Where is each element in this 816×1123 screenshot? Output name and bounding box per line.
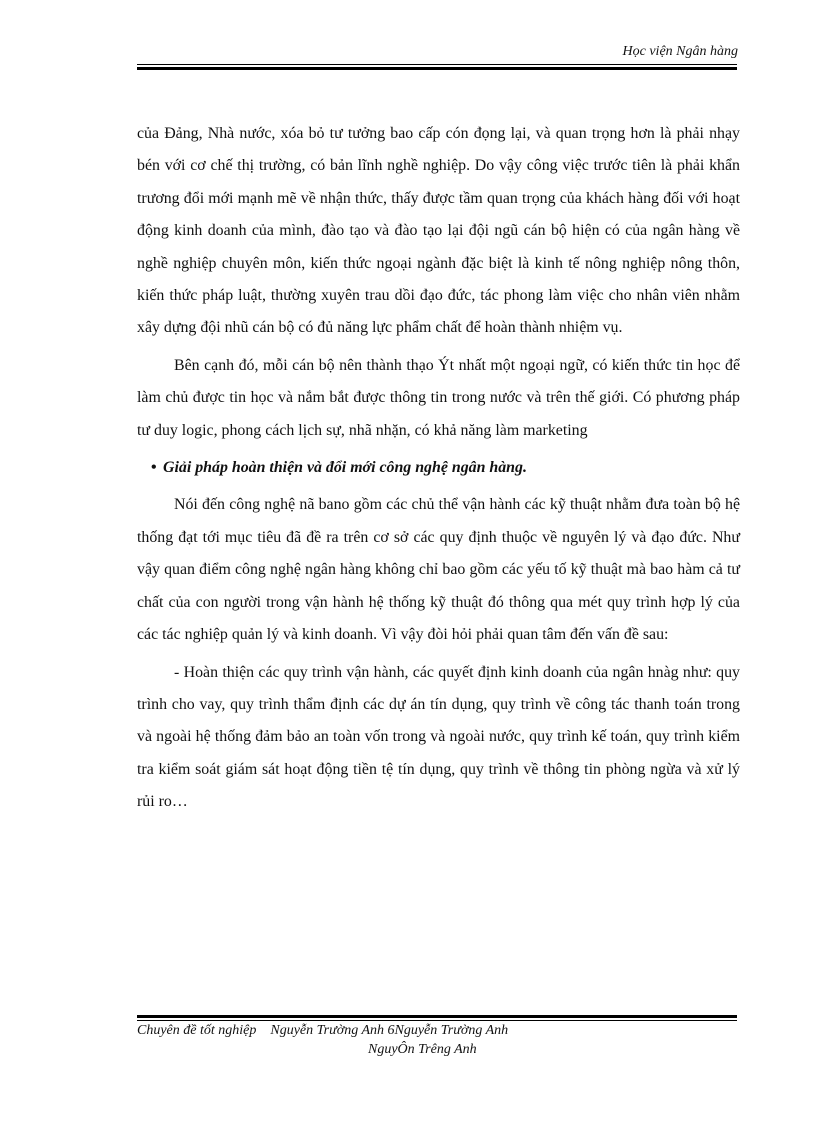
footer-line-2: NguyÔn Trêng Anh — [368, 1042, 477, 1057]
header-rule-thin — [137, 64, 737, 65]
header-rule-thick — [137, 67, 737, 70]
bullet-heading-text: Giải pháp hoàn thiện và đổi mới công nghệ ngân hàng. — [163, 459, 527, 477]
paragraph-2: Bên cạnh đó, mỗi cán bộ nên thành thạo Ýt nhất một ngoại ngữ, có kiến thức tin học để làm chủ được tin học và nắm bắt được thông tin trong nước và trên thế giới. Có phương pháp tư duy logic, phong cách lịch sự, nhã nhặn, có khả năng làm marketing — [137, 356, 740, 439]
header-title: Học viện Ngân hàng — [622, 44, 738, 59]
bullet-icon: • — [151, 459, 157, 477]
document-body — [137, 118, 740, 824]
section-bullet-heading — [137, 452, 740, 484]
footer-line-1: Chuyên đề tốt nghiệp Nguyễn Trường Anh 6Nguyễn Trường Anh — [137, 1023, 509, 1038]
footer-rule-thick — [137, 1015, 737, 1018]
footer-text — [137, 1021, 737, 1059]
paragraph-3: Nói đến công nghệ nã bano gồm các chủ thể vận hành các kỹ thuật nhằm đưa toàn bộ hệ thống đạt tới mục tiêu đã đề ra trên cơ sở các quy định thuộc về nguyên lý và đạo đức. Như vậy quan điểm công nghệ ngân hàng không chỉ bao gồm các yếu tố kỹ thuật mà bao hàm cả tư chất của con người trong vận hành hệ thống kỹ thuật đó thông qua mét quy trình hợp lý của các tác nghiệp quản lý và kinh doanh. Vì vậy đòi hỏi phải quan tâm đến vấn đề sau: — [137, 496, 740, 644]
paragraph-1: của Đảng, Nhà nước, xóa bỏ tư tưởng bao cấp cón đọng lại, và quan trọng hơn là phải nhạy bén với cơ chế thị trường, có bản lĩnh nghề nghiệp. Do vậy công việc trước tiên là phải khẩn trương đổi mới mạnh mẽ về nhận thức, thấy được tầm quan trọng của khách hàng đối với hoạt động kinh doanh của mình, đào tạo và đào tạo lại đội ngũ cán bộ hiện có của ngân hàng về nghề nghiệp chuyên môn, kiến thức ngoại ngành đặc biệt là kinh tế nông nghiệp nông thôn, kiến thức pháp luật, thường xuyên trau dồi đạo đức, tác phong làm việc cho nhân viên nhằm xây dựng đội nhũ cán bộ có đủ năng lực phẩm chất để hoàn thành nhiệm vụ. — [137, 125, 740, 337]
paragraph-4: - Hoàn thiện các quy trình vận hành, các quyết định kinh doanh của ngân hnàg như: quy trình cho vay, quy trình thẩm định các dự án tín dụng, quy trình về công tác thanh toán trong và ngoài hệ thống đảm bảo an toàn vốn trong và ngoài nước, quy trình kế toán, quy trình kiểm tra kiểm soát giám sát hoạt động tiền tệ tín dụng, quy trình về thông tin phòng ngừa và xử lý rủi ro… — [137, 663, 740, 811]
